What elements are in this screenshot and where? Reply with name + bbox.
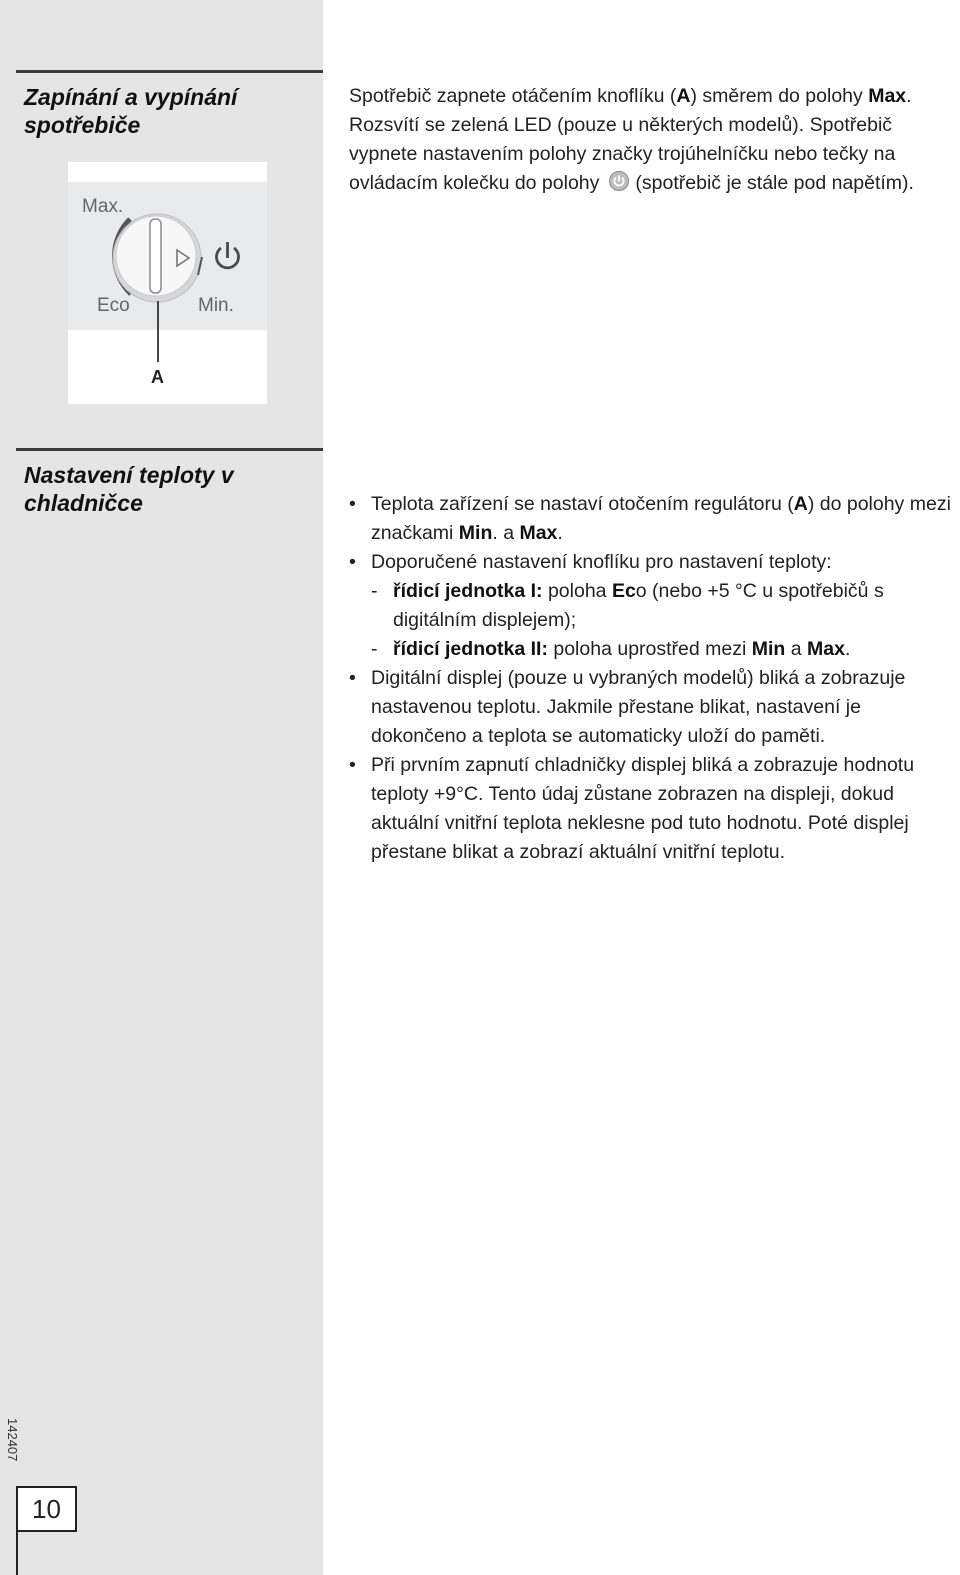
knob-illustration: [68, 162, 267, 404]
section-heading-power: Zapínání a vypínání spotřebiče: [24, 84, 238, 138]
section-divider: [16, 448, 323, 451]
list-item: • Doporučené nastavení knoflíku pro nastavení teploty: - řídicí jednotka I: poloha Eco (nebo +5 °C u spotřebičů s digitálním displejem); - řídicí jednotka II: poloha uprostřed mezi Min a Max.: [349, 548, 960, 664]
power-icon: [609, 171, 629, 191]
document-number: 142407: [5, 1418, 20, 1462]
temperature-instructions: [349, 490, 960, 867]
sub-item: - řídicí jednotka I: poloha Eco (nebo +5 °C u spotřebičů s digitálním displejem);: [371, 580, 884, 631]
control-knob-figure: [68, 162, 267, 404]
knob-grip: [150, 219, 161, 293]
power-icon: [217, 242, 239, 268]
list-item: • Teplota zařízení se nastaví otočením regulátoru (A) do polohy mezi značkami Min. a Max.: [349, 493, 951, 544]
label-a: A: [151, 367, 164, 387]
label-eco: Eco: [97, 295, 130, 316]
sub-item: - řídicí jednotka II: poloha uprostřed mezi Min a Max.: [371, 638, 851, 660]
label-max: Max.: [82, 196, 124, 217]
list-item: • Digitální displej (pouze u vybraných modelů) bliká a zobrazuje nastavenou teplotu. Jakmile přestane blikat, nastavení je dokončeno a teplota se automaticky uloží do paměti.: [349, 667, 906, 747]
section-heading-temperature: Nastavení teploty v chladničce: [24, 462, 234, 516]
label-min: Min.: [198, 295, 234, 316]
power-instructions: Spotřebič zapnete otáčením knoflíku (A) směrem do polohy Max. Rozsvítí se zelená LED (pouze u některých modelů). Spotřebič vypnete nastavením polohy značky trojúhelníčku nebo tečky na ovládacím kolečku do polohy (spotřebič je stále pod napětím).: [349, 85, 914, 194]
list-item: • Při prvním zapnutí chladničky displej bliká a zobrazuje hodnotu teploty +9°C. Tento údaj zůstane zobrazen na displeji, dokud aktuální vnitřní teplota neklesne pod tuto hodnotu. Poté displej přestane blikat a zobrazí aktuální vnitřní teplotu.: [349, 754, 915, 863]
page-number-line: [16, 1530, 18, 1575]
section-divider: [16, 70, 323, 73]
page-number: 10: [16, 1486, 77, 1532]
